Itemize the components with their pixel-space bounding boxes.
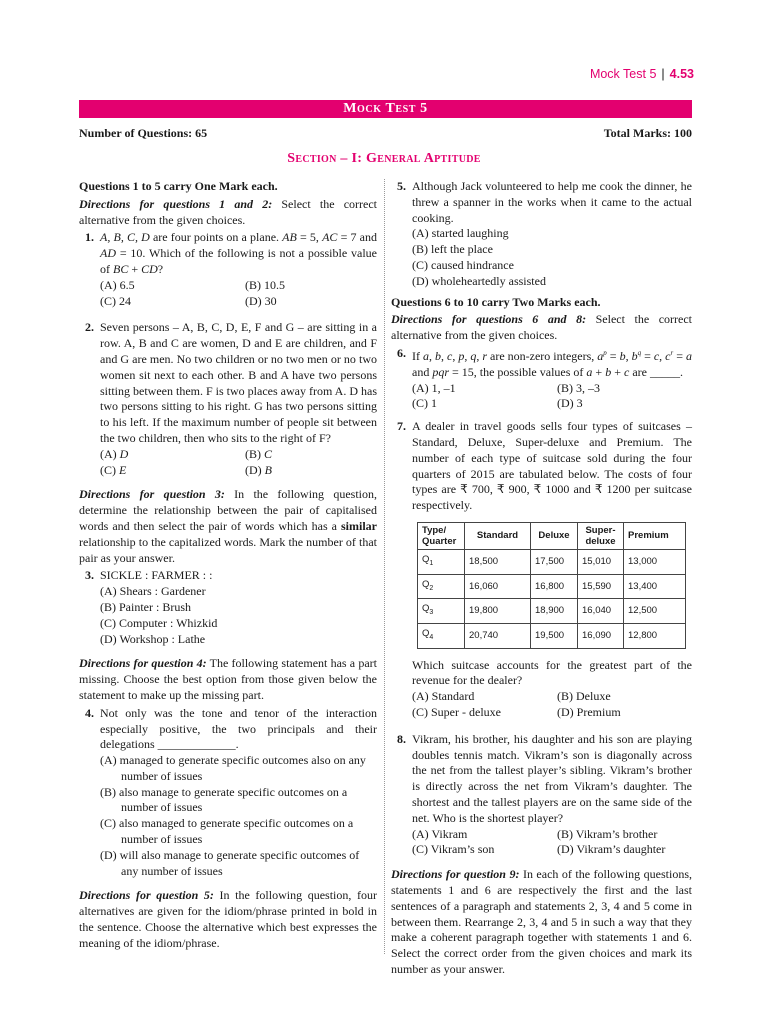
question-8-options [391, 827, 692, 859]
question-1-options [79, 278, 377, 310]
question-4-options [79, 753, 377, 879]
table-cell: $Q_3$ [418, 599, 465, 624]
header-separator: | [661, 67, 665, 81]
table-cell: $Q_2$ [418, 574, 465, 599]
question-7-options [391, 689, 692, 721]
option[interactable]: (C) 24 [100, 293, 131, 308]
page-number: 4.53 [669, 67, 694, 81]
option[interactable]: (D) Vikram’s daughter [557, 842, 666, 857]
option[interactable]: (A) started laughing [412, 226, 509, 241]
option[interactable]: (B) also manage to generate specific outcomes on a number of issues [100, 784, 348, 815]
table-cell: 12,500 [624, 599, 686, 624]
table-cell: 16,800 [531, 574, 578, 599]
directions-q3: Directions for question 3: In the following question, determine the relationship between the pair of capitalised words and then select the pair of words which has a similar relationship to the capitalized words. Mark the number of that pair as your answer. [79, 487, 378, 565]
option[interactable]: (C) Vikram’s son [412, 842, 495, 857]
marks-heading-1: Questions 1 to 5 carry One Mark each. [79, 179, 278, 193]
option[interactable]: (C) also managed to generate specific outcomes on a number of issues [100, 816, 354, 847]
column-header: Super-deluxe [578, 522, 624, 549]
option[interactable]: (D) will also manage to generate specific outcomes of any number of issues [100, 847, 360, 878]
directions-q5: Directions for question 5: In the following question, four alternatives are given for the idiom/phrase printed in bold in the sentence. Choose the alternative which best expresses the meaning of the idiom/phrase. [79, 888, 377, 950]
option[interactable]: (B) Painter : Brush [100, 599, 191, 614]
right-column [391, 179, 692, 978]
option[interactable]: (B) C [245, 446, 273, 461]
table-header-row [418, 522, 686, 549]
table-row [418, 549, 686, 574]
table-cell: 16,090 [578, 624, 624, 649]
table-cell: 17,500 [531, 549, 578, 574]
option[interactable]: (B) 10.5 [245, 277, 285, 292]
table-cell: 19,800 [465, 599, 531, 624]
option[interactable]: (A) managed to generate specific outcomes also on any number of issues [100, 753, 366, 783]
column-header: Deluxe [531, 522, 578, 549]
option[interactable]: (A) Standard [412, 689, 475, 704]
option[interactable]: (D) 30 [245, 293, 277, 308]
question-3: 3. SICKLE : FARMER : : [85, 568, 213, 583]
option[interactable]: (C) caused hindrance [412, 257, 514, 272]
option[interactable]: (D) Premium [557, 705, 621, 720]
table-row [418, 574, 686, 599]
table-cell: 16,040 [578, 599, 624, 624]
marks-heading-2: Questions 6 to 10 carry Two Marks each. [391, 294, 601, 309]
table-cell: 18,900 [531, 599, 578, 624]
option[interactable]: (A) 1, –1 [412, 380, 456, 395]
option[interactable]: (A) Shears : Gardener [100, 584, 206, 599]
table-cell: 18,500 [465, 549, 531, 574]
option[interactable]: (C) E [100, 462, 127, 477]
test-title-bar [79, 100, 692, 118]
directions-q1-2: Directions for questions 1 and 2: Select the correct alternative from the given choices. [79, 196, 377, 227]
table-cell: $Q_1$ [418, 549, 465, 574]
option[interactable]: (B) left the place [412, 242, 493, 257]
question-7: 7. A dealer in travel goods sells four types of suitcases – Standard, Deluxe, Super-deluxe and Premium. The number of each type of suitcase sold during the four quarters of 2015 are tabulated below. The costs of four types are ₹ 700, ₹ 900, ₹ 1000 and ₹ 1200 per suitcase respectively. [397, 419, 692, 513]
question-3-options [79, 584, 377, 647]
question-6: 6. If a, b, c, p, q, r are non-zero integers, $a^p = b$, $b^q = c$, $c^r = a$ and pqr = 15, the possible values of a + b + c are _____. [397, 345, 693, 379]
option[interactable]: (C) Super - deluxe [412, 705, 501, 720]
table-cell: 20,740 [465, 624, 531, 649]
option[interactable]: (B) 3, –3 [557, 380, 600, 395]
table-cell: 19,500 [531, 624, 578, 649]
option[interactable]: (D) B [245, 462, 273, 477]
directions-q9: Directions for question 9: In each of the following questions, statements 1 and 6 are respectively the first and the last sentences of a paragraph and statements 2, 3, 4 and 5 come in between them. Rearrange 2, 3, 4 and 5 in such a way that they make a coherent paragraph together with statements 1 and 6. Select the correct order from the given choices and mark its number as your answer. [391, 867, 692, 977]
table-cell: $Q_4$ [418, 624, 465, 649]
left-column [79, 179, 377, 952]
option[interactable]: (D) 3 [557, 396, 583, 411]
column-header: Type/ Quarter [418, 522, 465, 549]
num-questions: Number of Questions: 65 [79, 126, 208, 140]
table-row [418, 599, 686, 624]
directions-q6-8: Directions for questions 6 and 8: Select the correct alternative from the given choices. [391, 312, 692, 343]
total-marks: Total Marks: 100 [603, 126, 692, 140]
question-5: 5. Although Jack volunteered to help me cook the dinner, he threw a spanner in the works when it came to the actual cooking. [397, 179, 692, 225]
option[interactable]: (B) Vikram’s brother [557, 826, 658, 841]
column-header: Premium [624, 522, 686, 549]
test-title: Mock Test 5 [343, 101, 428, 116]
running-header [590, 67, 694, 81]
suitcase-sales-table [417, 522, 686, 649]
question-8: 8. Vikram, his brother, his daughter and his son are playing doubles tennis match. Vikram’s son is diagonally across the net from the tallest player’s sibling. Vikram’s brother is directly across the net from Vikram’s daughter. The shortest and the tallest players are on the same side of the net. Who is the shortest player? [397, 731, 692, 825]
section-title: Section – I: General Aptitude [287, 151, 481, 166]
option[interactable]: (A) 6.5 [100, 277, 135, 292]
column-header: Standard [465, 522, 531, 549]
question-6-options [391, 381, 692, 413]
option[interactable]: (A) D [100, 446, 129, 461]
table-cell: 13,400 [624, 574, 686, 599]
option[interactable]: (B) Deluxe [557, 689, 611, 704]
option[interactable]: (C) 1 [412, 396, 437, 411]
table-cell: 16,060 [465, 574, 531, 599]
question-4: 4. Not only was the tone and tenor of the interaction especially positive, the two principals and their delegations _____________. [85, 705, 377, 752]
question-5-options [391, 226, 692, 289]
table-cell: 12,800 [624, 624, 686, 649]
running-title: Mock Test 5 [589, 67, 657, 81]
option[interactable]: (D) Workshop : Lathe [100, 631, 206, 646]
question-2: 2. Seven persons – A, B, C, D, E, F and G – are sitting in a row. A, B and C are women, D and E are children, and F and G are men. No two children or no two men or no two women sit next to each other. B and A have two persons sitting between them. F is two places away from A. D has two persons sitting to his right. G has two persons sitting to his left. If the maximum number of people sit between the two children, then who sits to the right of F? [85, 320, 377, 445]
option[interactable]: (D) wholeheartedly assisted [412, 273, 546, 288]
table-cell: 15,590 [578, 574, 624, 599]
question-1: 1. A, B, C, D are four points on a plane. AB = 5, AC = 7 and AD = 10. Which of the following is not a possible value of BC + CD? [85, 230, 377, 276]
column-divider [384, 179, 385, 954]
option[interactable]: (A) Vikram [412, 826, 468, 841]
question-7-followup: Which suitcase accounts for the greatest part of the revenue for the dealer? [412, 657, 692, 688]
table-row [418, 624, 686, 649]
table-cell: 15,010 [578, 549, 624, 574]
directions-q4: Directions for question 4: The following statement has a part missing. Choose the best option from those given below the statement to make up the missing part. [79, 656, 377, 702]
table-cell: 13,000 [624, 549, 686, 574]
question-2-options [79, 447, 377, 479]
option[interactable]: (C) Computer : Whizkid [100, 615, 218, 630]
